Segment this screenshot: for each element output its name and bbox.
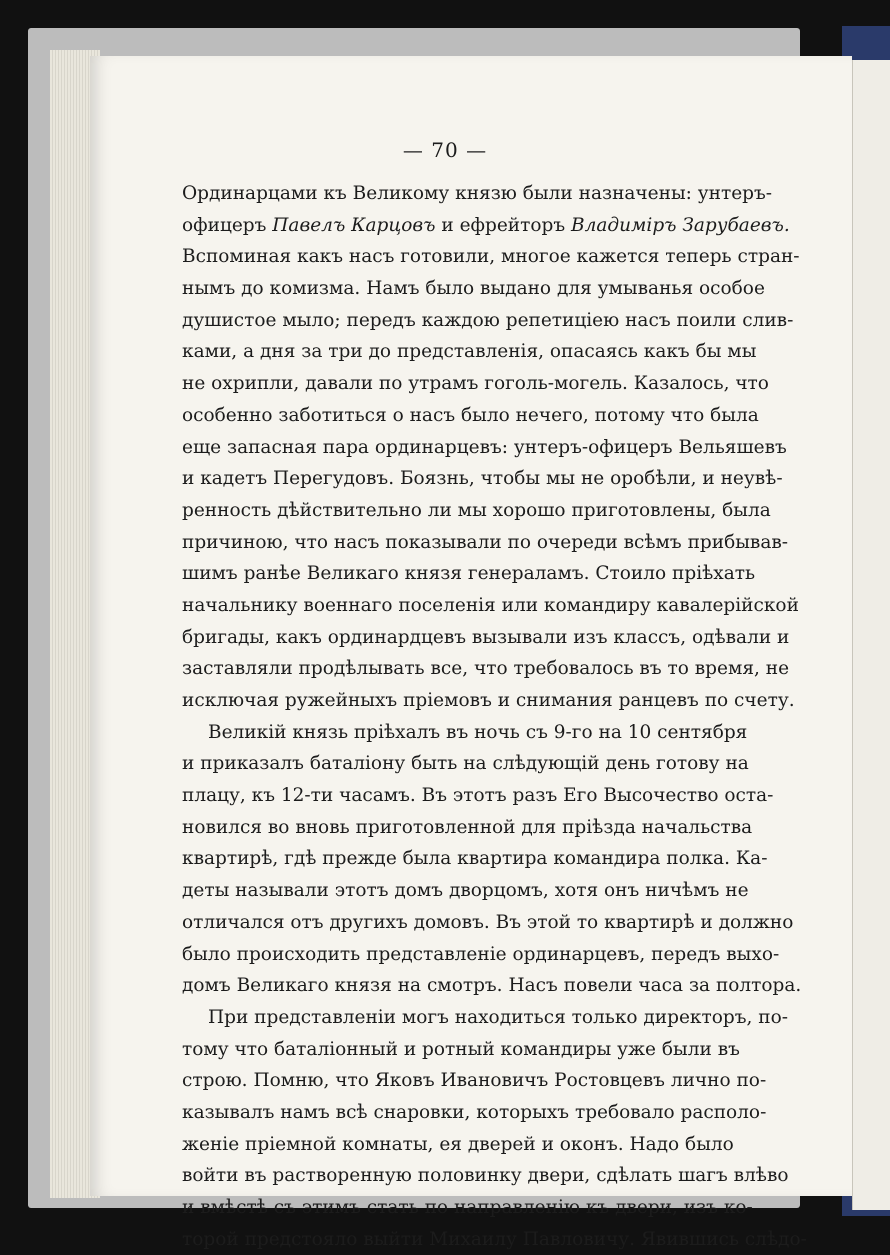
facing-page-edge: [852, 60, 890, 1210]
text-run: офицеръ: [182, 214, 273, 236]
text-line: бригады, какъ ординардцевъ вызывали изъ классъ, одѣвали и: [182, 626, 790, 648]
text-line: еще запасная пара ординарцевъ: унтеръ-офицеръ Вельяшевъ: [182, 436, 787, 458]
text-line: войти въ растворенную половинку двери, сдѣлать шагъ влѣво: [182, 1165, 789, 1187]
text-line: шимъ ранѣе Великаго князя генераламъ. Стоило пріѣхать: [182, 563, 756, 585]
text-line: Великій князь пріѣхалъ въ ночь съ 9-го на 10 сентября: [208, 721, 748, 743]
text-line: строю. Помню, что Яковъ Ивановичъ Ростовцевъ лично по-: [182, 1070, 767, 1092]
text-line: ками, а дня за три до представленія, опасаясь какъ бы мы: [182, 341, 757, 363]
text-line: деты называли этотъ домъ дворцомъ, хотя онъ ничѣмъ не: [182, 880, 749, 902]
text-line: [182, 210, 790, 242]
text-line: отличался отъ другихъ домовъ. Въ этой то квартирѣ и должно: [182, 911, 794, 933]
text-line: торой предстояло выйти Михаилу Павловичу. Явившись слѣдо-: [182, 1228, 807, 1250]
text-line: заставляли продѣлывать все, что требовалось въ то время, не: [182, 658, 790, 680]
text-line: новился во вновь приготовленной для пріѣзда начальства: [182, 816, 753, 838]
text-line: нымъ до комизма. Намъ было выдано для умыванья особое: [182, 278, 765, 300]
text-line: Вспоминая какъ насъ готовили, многое кажется теперь стран-: [182, 246, 800, 268]
text-line: и приказалъ баталіону быть на слѣдующій день готову на: [182, 753, 749, 775]
text-run: и ефрейторъ: [435, 214, 572, 236]
italic-name: Владиміръ Зарубаевъ.: [571, 214, 790, 236]
text-line: плацу, къ 12-ти часамъ. Въ этотъ разъ Его Высочество оста-: [182, 785, 774, 807]
text-line: квартирѣ, гдѣ прежде была квартира командира полка. Ка-: [182, 848, 768, 870]
text-line: При представленіи могъ находиться только директоръ, по-: [208, 1006, 788, 1028]
italic-name: Павелъ Карцовъ: [272, 214, 436, 236]
text-line: домъ Великаго князя на смотръ. Насъ повели часа за полтора.: [182, 975, 802, 997]
body-text: [182, 178, 807, 1255]
text-line: не охрипли, давали по утрамъ гоголь-могель. Казалось, что: [182, 373, 769, 395]
text-line: тому что баталіонный и ротный командиры уже были въ: [182, 1038, 740, 1060]
text-line: причиною, что насъ показывали по очереди всѣмъ прибывав-: [182, 531, 789, 553]
text-line: казывалъ намъ всѣ снаровки, которыхъ требовало располо-: [182, 1101, 767, 1123]
text-line: и кадетъ Перегудовъ. Боязнь, чтобы мы не оробѣли, и неувѣ-: [182, 468, 783, 490]
text-line: ренность дѣйствительно ли мы хорошо приготовлены, была: [182, 499, 771, 521]
text-line: Ординарцами къ Великому князю были назначены: унтеръ-: [182, 183, 773, 204]
text-line: и вмѣстѣ съ этимъ стать по направленію къ двери, изъ ко-: [182, 1197, 753, 1218]
text-line: женіе пріемной комнаты, ея дверей и оконъ. Надо было: [182, 1133, 734, 1155]
page-number: — 70 —: [402, 138, 488, 162]
text-line: особенно заботиться о насъ было нечего, потому что была: [182, 404, 759, 426]
text-line: было происходить представленіе ординарцевъ, передъ выхо-: [182, 943, 780, 965]
text-line: душистое мыло; передъ каждою репетиціею насъ поили слив-: [182, 309, 794, 331]
text-line: начальнику военнаго поселенія или командиру кавалерійской: [182, 594, 799, 616]
text-line: исключая ружейныхъ пріемовъ и снимания ранцевъ по счету.: [182, 690, 795, 711]
